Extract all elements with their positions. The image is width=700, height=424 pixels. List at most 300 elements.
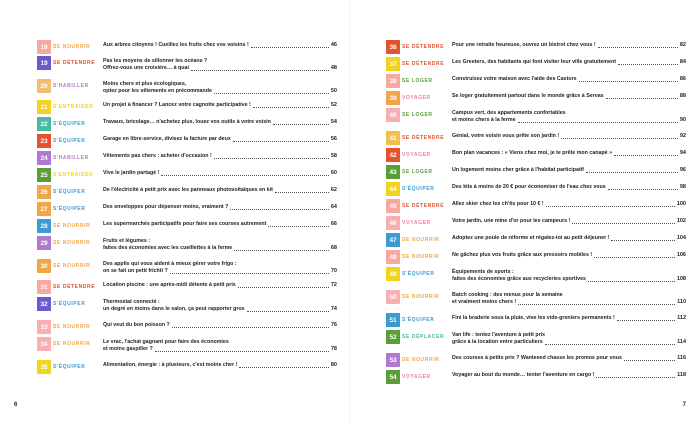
category-label: SE LOGER [402, 78, 433, 84]
entry-title [452, 182, 686, 191]
entry-title-line: Thermostat connecté : [103, 299, 160, 305]
chapter-number-badge: 19 [37, 56, 51, 70]
chapter-number-badge: 28 [37, 219, 51, 233]
page-reference: 114 [677, 339, 686, 345]
toc-entry[interactable] [37, 360, 337, 374]
entry-title-line: on se fait un petit frichti ? [103, 268, 168, 274]
category-label: SE LOGER [402, 169, 433, 175]
page-reference: 86 [679, 76, 686, 82]
entry-title-line: Un projet à financer ? Lancez votre cagnotte participative ! [103, 102, 251, 108]
entry-title-last-line [452, 76, 686, 83]
toc-entry[interactable] [37, 320, 337, 334]
chapter-number-badge: 50 [386, 290, 400, 304]
toc-entry[interactable] [386, 108, 686, 124]
entry-title-last-line [452, 150, 686, 157]
chapter-number-badge: 38 [386, 74, 400, 88]
entry-title [103, 168, 337, 177]
entry-title-line: faites des économies grâce aux recycleries sportives [452, 276, 586, 282]
entry-title-last-line [103, 187, 337, 194]
entry-title-last-line [103, 362, 337, 369]
entry-title-last-line [103, 136, 337, 143]
entry-title-line: Les supermarchés participatifs pour faire ses courses autrement [103, 221, 267, 227]
toc-entry[interactable] [37, 259, 337, 275]
category-label: SE NOURRIR [53, 240, 91, 246]
dot-leader [268, 226, 328, 227]
entry-title-last-line [103, 346, 337, 353]
dot-leader [617, 320, 675, 321]
page-reference: 112 [677, 315, 686, 321]
entry-title-line: Des kits à moins de 20 € pour économiser de l'eau chez vous [452, 184, 606, 190]
entry-title [103, 185, 337, 194]
entry-title-last-line [103, 306, 337, 313]
toc-entry[interactable] [37, 219, 337, 233]
entry-title-line: Fruits et légumes : [103, 238, 151, 244]
category-label: SE DÉTENDRE [402, 61, 445, 67]
toc-entry[interactable] [386, 267, 686, 283]
chapter-number-badge: 32 [37, 297, 51, 311]
entry-title [103, 100, 337, 109]
chapter-number-badge: 18 [37, 40, 51, 54]
entry-title-last-line [452, 201, 686, 208]
page-reference: 94 [679, 150, 686, 156]
toc-entry[interactable] [386, 330, 686, 346]
dot-leader [253, 107, 329, 108]
entry-title-line: et moins chers à la ferme [452, 117, 516, 123]
dot-leader [251, 47, 329, 48]
chapter-number-badge: 33 [37, 320, 51, 334]
dot-leader [614, 155, 678, 156]
category-label: SE NOURRIR [53, 324, 91, 330]
entry-title-line: Génial, votre voisin vous prête son jardin ! [452, 133, 560, 139]
toc-entry[interactable] [386, 57, 686, 71]
chapter-number-badge: 51 [386, 313, 400, 327]
entry-title-last-line [103, 245, 337, 252]
page-reference: 60 [330, 170, 337, 176]
entry-title-line: Les Greeters, des habitants qui font visiter leur ville gratuitement [452, 59, 616, 65]
entry-title-last-line [103, 88, 337, 95]
entry-title-last-line [452, 167, 686, 174]
chapter-number-badge: 46 [386, 216, 400, 230]
toc-entry[interactable] [37, 40, 337, 54]
entry-title-last-line [452, 315, 686, 322]
chapter-number-badge: 52 [386, 330, 400, 344]
book-gutter [349, 0, 351, 424]
dot-leader [579, 81, 678, 82]
entry-title-line: Adoptez une poule de réforme et régalez-toi au petit déjeuner ! [452, 235, 610, 241]
entry-title-last-line [452, 355, 686, 362]
page-reference: 90 [679, 117, 686, 123]
entry-title-last-line [103, 170, 337, 177]
category-label: SE NOURRIR [402, 254, 440, 260]
dot-leader [233, 141, 329, 142]
entry-title-line: Campus vert, des appartements confortables [452, 110, 566, 116]
entry-title-line: De l'électricité à petit prix avec les panneaux photovoltaïques en kit [103, 187, 273, 193]
toc-entry[interactable] [386, 353, 686, 367]
page-reference: 46 [330, 42, 337, 48]
entry-title-last-line [452, 133, 686, 140]
entry-title-line: Vêtements pas chers : acheter d'occasion ! [103, 153, 212, 159]
category-label: VOYAGER [402, 374, 431, 380]
chapter-number-badge: 36 [386, 40, 400, 54]
entry-title-line: et moins gaspiller ? [103, 346, 153, 352]
entry-title [103, 236, 337, 252]
category-label: SE DÉTENDRE [402, 44, 445, 50]
entry-title-line: un degré en moins dans le salon, ça peut rapporter gros [103, 306, 245, 312]
dot-leader [214, 158, 329, 159]
entry-title [103, 117, 337, 126]
dot-leader [588, 281, 675, 282]
entry-title-line: Alimentation, énergie : à plusieurs, c'est moins cher ! [103, 362, 238, 368]
category-label: S'ÉQUIPER [53, 138, 86, 144]
entry-title-line: Garage en libre-service, divisez la facture par deux [103, 136, 231, 142]
toc-entry[interactable] [37, 151, 337, 165]
category-label: SE NOURRIR [402, 357, 440, 363]
entry-title-line: Qui veut du bon poisson ? [103, 322, 170, 328]
toc-entry[interactable] [37, 280, 337, 294]
entry-title-line: Ne gâchez plus vos fruits grâce aux pressoirs mobiles ! [452, 252, 593, 258]
entry-title [452, 370, 686, 379]
chapter-number-badge: 48 [386, 250, 400, 264]
entry-title-line: Batch cooking : des menus pour la semaine [452, 292, 563, 298]
toc-entry[interactable] [386, 148, 686, 162]
page-reference: 54 [330, 119, 337, 125]
page-reference: 104 [676, 235, 686, 241]
entry-title [452, 148, 686, 157]
page-reference: 102 [676, 218, 686, 224]
dot-leader [596, 377, 675, 378]
entry-title-line: Des enveloppes pour dépenser moins, vraiment ? [103, 204, 229, 210]
category-label: VOYAGER [402, 220, 431, 226]
toc-entry[interactable] [386, 199, 686, 213]
toc-entry[interactable] [386, 233, 686, 247]
entry-title-last-line [452, 117, 686, 124]
chapter-number-badge: 42 [386, 148, 400, 162]
entry-title-line: Pour une retraite heureuse, ouvrez un bistrot chez vous ! [452, 42, 596, 48]
entry-title [103, 280, 337, 289]
page-reference: 72 [330, 282, 337, 288]
toc-entry[interactable] [37, 56, 337, 72]
dot-leader [545, 344, 675, 345]
entry-title [452, 290, 686, 306]
chapter-number-badge: 24 [37, 151, 51, 165]
entry-title [103, 337, 337, 353]
entry-title [452, 313, 686, 322]
chapter-number-badge: 29 [37, 236, 51, 250]
entry-title-last-line [452, 184, 686, 191]
category-label: S'ENTRAIDER [53, 172, 94, 178]
category-label: S'ÉQUIPER [53, 301, 86, 307]
page-reference: 66 [330, 221, 337, 227]
entry-title-last-line [103, 153, 337, 160]
entry-title [452, 131, 686, 140]
entry-title [452, 165, 686, 174]
toc-entry[interactable] [386, 131, 686, 145]
entry-title-last-line [103, 204, 337, 211]
entry-title-last-line [452, 299, 686, 306]
page-reference: 84 [679, 59, 686, 65]
category-label: SE DÉPLACER [402, 334, 445, 340]
dot-leader [275, 192, 329, 193]
page-reference: 76 [330, 322, 337, 328]
toc-entry[interactable] [386, 91, 686, 105]
category-label: S'ÉQUIPER [402, 271, 435, 277]
dot-leader [624, 360, 675, 361]
toc-entry[interactable] [386, 74, 686, 88]
chapter-number-badge: 34 [37, 337, 51, 351]
entry-title-last-line [103, 119, 337, 126]
page-reference: 52 [330, 102, 337, 108]
dot-leader [611, 240, 674, 241]
entry-title [452, 233, 686, 242]
category-label: SE NOURRIR [402, 237, 440, 243]
dot-leader [598, 47, 678, 48]
dot-leader [238, 287, 329, 288]
dot-leader [618, 64, 678, 65]
entry-title-last-line [103, 221, 337, 228]
page-reference: 58 [330, 153, 337, 159]
entry-title [452, 216, 686, 225]
entry-title-line: Fini la braderie sous la pluie, vive les vide-greniers permanents ! [452, 315, 615, 321]
toc-entry[interactable] [37, 297, 337, 313]
entry-title-last-line [103, 282, 337, 289]
category-label: S'ÉQUIPER [402, 317, 435, 323]
category-label: SE NOURRIR [53, 263, 91, 269]
entry-title-line: Construisez votre maison avec l'aide des Castors [452, 76, 577, 82]
chapter-number-badge: 21 [37, 100, 51, 114]
page-reference: 64 [330, 204, 337, 210]
dot-leader [191, 70, 329, 71]
page-reference: 106 [676, 252, 686, 258]
toc-entry[interactable] [386, 250, 686, 264]
page-reference: 48 [330, 65, 337, 71]
category-label: S'ÉQUIPER [53, 121, 86, 127]
toc-entry[interactable] [37, 100, 337, 114]
entry-title-last-line [452, 339, 686, 346]
page-reference: 98 [679, 184, 686, 190]
entry-title-last-line [103, 322, 337, 329]
page-reference: 62 [330, 187, 337, 193]
category-label: SE NOURRIR [402, 294, 440, 300]
toc-entry[interactable] [37, 202, 337, 216]
dot-leader [561, 138, 678, 139]
entry-title-line: Pas les moyens de sillonner les océans ? [103, 58, 208, 64]
category-label: SE DÉTENDRE [402, 203, 445, 209]
category-label: S'ÉQUIPER [53, 364, 86, 370]
page-reference: 78 [330, 346, 337, 352]
category-label: S'HABILLER [53, 83, 89, 89]
toc-entry[interactable] [386, 313, 686, 327]
entry-title-line: Aux arbres citoyens ! Cueillez les fruits chez vos voisins ! [103, 42, 249, 48]
page-reference: 50 [330, 88, 337, 94]
category-label: S'ENTRAIDER [53, 104, 94, 110]
toc-entry[interactable] [386, 165, 686, 179]
dot-leader [586, 172, 678, 173]
dot-leader [247, 311, 329, 312]
toc-entry[interactable] [37, 79, 337, 95]
right-page-contents [386, 0, 686, 424]
page-reference: 82 [679, 42, 686, 48]
page-reference: 56 [330, 136, 337, 142]
entry-title [452, 330, 686, 346]
entry-title [103, 79, 337, 95]
toc-entry[interactable] [37, 134, 337, 148]
dot-leader [518, 304, 675, 305]
entry-title [103, 360, 337, 369]
chapter-number-badge: 40 [386, 108, 400, 122]
entry-title-line: Van life : tentez l'aventure à petit prix [452, 332, 546, 338]
entry-title [452, 199, 686, 208]
left-page-contents [37, 0, 337, 424]
dot-leader [230, 209, 328, 210]
entry-title-last-line [452, 59, 686, 66]
dot-leader [170, 273, 329, 274]
dot-leader [606, 98, 678, 99]
category-label: VOYAGER [402, 95, 431, 101]
toc-entry[interactable] [37, 236, 337, 252]
entry-title-line: Allez skier chez les ch'tis pour 10 € ! [452, 201, 544, 207]
entry-title-line: grâce à la location entre particuliers [452, 339, 543, 345]
page-reference: 100 [676, 201, 686, 207]
entry-title-line: Travaux, bricolage… n'achetez plus, louez vos outils à votre voisin [103, 119, 271, 125]
entry-title [103, 40, 337, 49]
chapter-number-badge: 54 [386, 370, 400, 384]
category-label: S'HABILLER [53, 155, 89, 161]
category-label: S'ÉQUIPER [53, 206, 86, 212]
entry-title [103, 151, 337, 160]
dot-leader [594, 257, 675, 258]
entry-title [452, 40, 686, 49]
entry-title-line: faites des économies avec les cueillettes à la ferme [103, 245, 233, 251]
entry-title [103, 297, 337, 313]
entry-title-line: Des courses à petits prix ? Wanteeed chasse les promos pour vous [452, 355, 622, 361]
page-number-right: 7 [682, 402, 686, 408]
entry-title-line: Se loger gratuitement partout dans le monde grâce à Servas [452, 93, 604, 99]
entry-title [103, 219, 337, 228]
entry-title-line: Votre jardin, une mine d'or pour les campeurs ! [452, 218, 571, 224]
chapter-number-badge: 25 [37, 168, 51, 182]
toc-entry[interactable] [37, 168, 337, 182]
chapter-number-badge: 26 [37, 185, 51, 199]
dot-leader [608, 189, 678, 190]
entry-title-line: Moins chers et plus écologiques, [103, 81, 187, 87]
toc-entry[interactable] [386, 182, 686, 196]
chapter-number-badge: 20 [37, 79, 51, 93]
entry-title [452, 91, 686, 100]
entry-title-line: Un logement moins cher grâce à l'habitat participatif [452, 167, 584, 173]
category-label: SE DÉTENDRE [402, 135, 445, 141]
entry-title-line: Le vrac, l'achat gagnant pour faire des économies [103, 339, 229, 345]
entry-title-last-line [103, 102, 337, 109]
category-label: SE DÉTENDRE [53, 60, 96, 66]
page-reference: 70 [330, 268, 337, 274]
dot-leader [161, 175, 328, 176]
entry-title [103, 202, 337, 211]
page-number-left: 6 [14, 402, 18, 408]
entry-title [103, 320, 337, 329]
dot-leader [546, 206, 675, 207]
entry-title-line: Offrez-vous une croisière… à quai [103, 65, 189, 71]
chapter-number-badge: 49 [386, 267, 400, 281]
chapter-number-badge: 47 [386, 233, 400, 247]
entry-title-last-line [452, 218, 686, 225]
entry-title-last-line [103, 268, 337, 275]
category-label: S'ÉQUIPER [53, 189, 86, 195]
toc-entry[interactable] [37, 117, 337, 131]
entry-title [452, 57, 686, 66]
page-reference: 118 [677, 372, 686, 378]
entry-title-line: optez pour les vêtements en précommande [103, 88, 212, 94]
chapter-number-badge: 53 [386, 353, 400, 367]
dot-leader [234, 250, 329, 251]
dot-leader [572, 223, 675, 224]
dot-leader [239, 367, 329, 368]
chapter-number-badge: 35 [37, 360, 51, 374]
entry-title-line: Des applis qui vous aident à mieux gérer votre frigo : [103, 261, 237, 267]
entry-title-line: Équipements de sports : [452, 269, 514, 275]
page-reference: 108 [676, 276, 686, 282]
entry-title [452, 74, 686, 83]
entry-title [452, 250, 686, 259]
entry-title-last-line [452, 235, 686, 242]
chapter-number-badge: 43 [386, 165, 400, 179]
entry-title [452, 108, 686, 124]
chapter-number-badge: 30 [37, 259, 51, 273]
category-label: SE NOURRIR [53, 44, 91, 50]
entry-title-last-line [452, 93, 686, 100]
dot-leader [172, 327, 329, 328]
entry-title-last-line [452, 252, 686, 259]
entry-title-last-line [452, 372, 686, 379]
entry-title [452, 353, 686, 362]
entry-title-last-line [452, 42, 686, 49]
dot-leader [273, 124, 329, 125]
entry-title-line: Vive le jardin partagé ! [103, 170, 160, 176]
page-reference: 116 [677, 355, 686, 361]
page-reference: 92 [679, 133, 686, 139]
toc-entry[interactable] [37, 185, 337, 199]
page-reference: 74 [330, 306, 337, 312]
entry-title [452, 267, 686, 283]
chapter-number-badge: 41 [386, 131, 400, 145]
category-label: SE NOURRIR [53, 341, 91, 347]
toc-entry[interactable] [386, 290, 686, 306]
category-label: SE LOGER [402, 112, 433, 118]
page-reference: 68 [330, 245, 337, 251]
entry-title [103, 56, 337, 72]
category-label: SE NOURRIR [53, 223, 91, 229]
chapter-number-badge: 23 [37, 134, 51, 148]
chapter-number-badge: 44 [386, 182, 400, 196]
entry-title [103, 259, 337, 275]
chapter-number-badge: 37 [386, 57, 400, 71]
entry-title-line: et vraiment moins chers ! [452, 299, 517, 305]
entry-title-line: Bon plan vacances : « Viens chez moi, je te prête mon canapé » [452, 150, 613, 156]
chapter-number-badge: 27 [37, 202, 51, 216]
entry-title-last-line [103, 42, 337, 49]
dot-leader [518, 122, 678, 123]
page-reference: 88 [679, 93, 686, 99]
toc-entry[interactable] [386, 370, 686, 384]
chapter-number-badge: 45 [386, 199, 400, 213]
category-label: VOYAGER [402, 152, 431, 158]
entry-title [103, 134, 337, 143]
toc-entry[interactable] [386, 216, 686, 230]
chapter-number-badge: 31 [37, 280, 51, 294]
page-reference: 96 [679, 167, 686, 173]
dot-leader [214, 93, 329, 94]
toc-entry[interactable] [386, 40, 686, 54]
toc-entry[interactable] [37, 337, 337, 353]
